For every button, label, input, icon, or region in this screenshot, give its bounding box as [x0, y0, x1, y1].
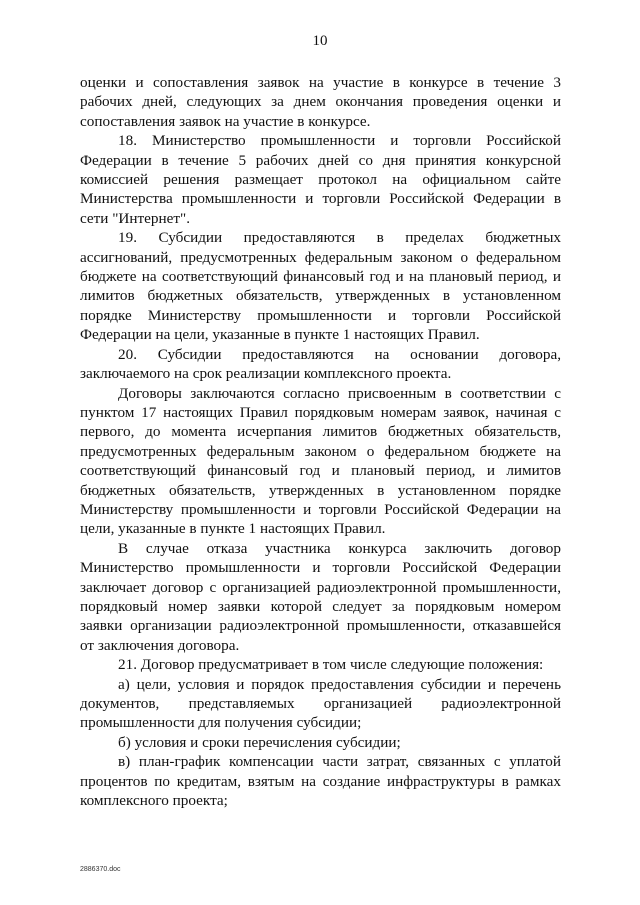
list-item-b: б) условия и сроки перечисления субсидии;: [118, 733, 401, 751]
paragraph-20: 20. Субсидии предоставляются на основании договора, заключаемого на срок реализации комплексного проекта.: [80, 345, 561, 383]
document-body: [80, 73, 561, 810]
paragraph-18: 18. Министерство промышленности и торговли Российской Федерации в течение 5 рабочих дней со дня принятия конкурсной комиссией решения размещает протокол на официальном сайте Министерства промышленности и торговли Российской Федерации в сети "Интернет".: [80, 132, 561, 227]
list-item-v: в) план-график компенсации части затрат, связанных с уплатой процентов по кредитам, взятым на создание инфраструктуры в рамках комплексного проекта;: [80, 753, 561, 810]
paragraph-21: 21. Договор предусматривает в том числе следующие положения:: [118, 656, 544, 674]
paragraph-contracts: Договоры заключаются согласно присвоенным в соответствии с пунктом 17 настоящих Правил порядковым номерам заявок, начиная с первого, до момента исчерпания лимитов бюджетных обязательств, предусмотренных федеральным законом о федеральном бюджете на соответствующий финансовый год и плановый период, и лимитов бюджетных обязательств, утвержденных в установленном порядке Министерству промышленности и торговли Российской Федерации на цели, указанные в пункте 1 настоящих Правил.: [80, 384, 561, 538]
page-number: 10: [312, 33, 328, 49]
list-item-a: а) цели, условия и порядок предоставления субсидии и перечень документов, представляемых организацией радиоэлектронной промышленности для получения субсидии;: [80, 675, 561, 732]
paragraph-refusal: В случае отказа участника конкурса заключить договор Министерство промышленности и торговли Российской Федерации заключает договор с организацией радиоэлектронной промышленности, порядковый номер заявки которой следует за порядковым номером заявки организации радиоэлектронной промышленности, отказавшейся от заключения договора.: [80, 539, 561, 654]
paragraph-19: 19. Субсидии предоставляются в пределах бюджетных ассигнований, предусмотренных федеральным законом о федеральном бюджете на соответствующий финансовый год и на плановый период, и лимитов бюджетных обязательств, утвержденных в установленном порядке Министерству промышленности и торговли Российской Федерации на цели, указанные в пункте 1 настоящих Правил.: [80, 229, 561, 344]
paragraph-continuation: оценки и сопоставления заявок на участие в конкурсе в течение 3 рабочих дней, следующих за днем окончания проведения оценки и сопоставления заявок на участие в конкурсе.: [80, 74, 561, 130]
footer-filename: 2886370.doc: [80, 866, 121, 873]
